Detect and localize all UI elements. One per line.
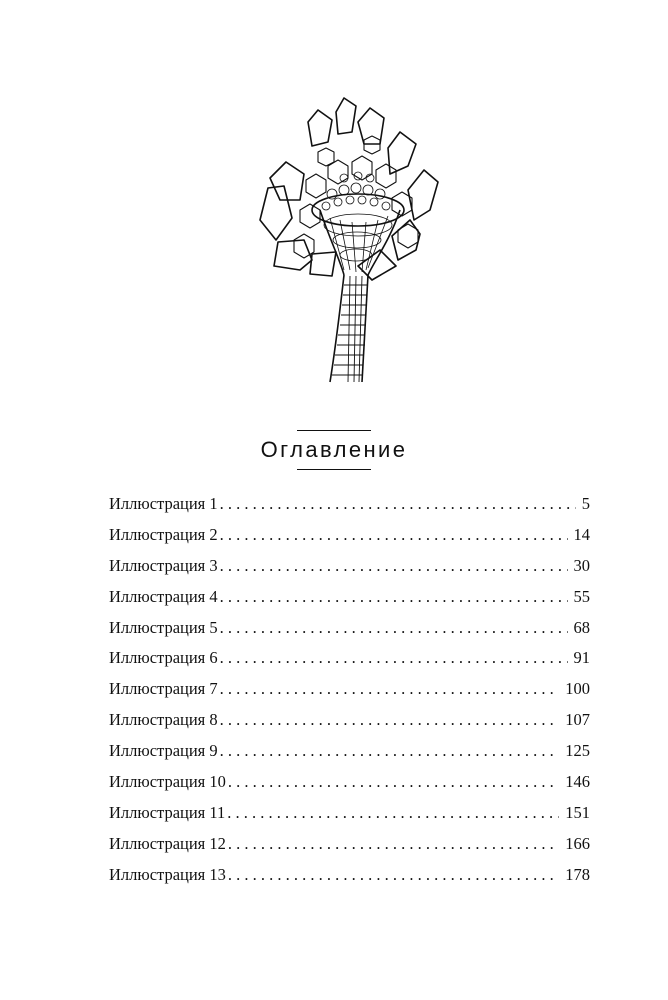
toc-leader-dots bbox=[220, 587, 568, 607]
toc-entry-page-number: 30 bbox=[573, 555, 590, 575]
toc-leader-dots bbox=[220, 618, 568, 638]
toc-leader-dots bbox=[220, 525, 568, 545]
toc-entry-label: Иллюстрация 6 bbox=[109, 648, 218, 668]
toc-entry-label: Иллюстрация 2 bbox=[109, 524, 218, 544]
toc-entry[interactable] bbox=[109, 710, 590, 741]
toc-entry[interactable] bbox=[109, 865, 590, 896]
toc-leader-dots bbox=[228, 834, 559, 854]
toc-entry-label: Иллюстрация 9 bbox=[109, 741, 218, 761]
table-of-contents bbox=[109, 494, 590, 896]
toc-entry-label: Иллюстрация 12 bbox=[109, 833, 226, 853]
toc-entry-label: Иллюстрация 13 bbox=[109, 864, 226, 884]
toc-entry-label: Иллюстрация 11 bbox=[109, 802, 226, 822]
toc-entry[interactable] bbox=[109, 679, 590, 710]
toc-leader-dots bbox=[227, 803, 559, 823]
toc-entry-page-number: 100 bbox=[565, 679, 590, 699]
toc-entry-page-number: 5 bbox=[581, 494, 590, 513]
toc-entry-page-number: 68 bbox=[573, 617, 590, 637]
page-title: Оглавление bbox=[260, 437, 408, 462]
toc-entry[interactable] bbox=[109, 587, 590, 618]
heading-rule-bottom bbox=[297, 469, 371, 470]
toc-entry[interactable] bbox=[109, 648, 590, 679]
toc-leader-dots bbox=[220, 556, 568, 576]
toc-leader-dots bbox=[220, 494, 576, 514]
toc-leader-dots bbox=[220, 679, 560, 699]
toc-entry-label: Иллюстрация 4 bbox=[109, 586, 218, 606]
toc-entry-page-number: 125 bbox=[565, 741, 590, 761]
toc-entry[interactable] bbox=[109, 556, 590, 587]
toc-leader-dots bbox=[220, 741, 560, 761]
toc-entry[interactable] bbox=[109, 772, 590, 803]
toc-entry-page-number: 91 bbox=[573, 648, 590, 668]
toc-entry-label: Иллюстрация 1 bbox=[109, 494, 218, 513]
toc-entry[interactable] bbox=[109, 834, 590, 865]
toc-entry[interactable] bbox=[109, 618, 590, 649]
toc-entry-page-number: 178 bbox=[565, 864, 590, 884]
toc-entry-label: Иллюстрация 5 bbox=[109, 617, 218, 637]
toc-entry-label: Иллюстрация 10 bbox=[109, 772, 226, 792]
toc-leader-dots bbox=[228, 865, 559, 885]
toc-leader-dots bbox=[220, 710, 560, 730]
toc-leader-dots bbox=[220, 648, 568, 668]
honeycomb-flower-icon bbox=[240, 70, 460, 390]
toc-entry[interactable] bbox=[109, 525, 590, 556]
heading-rule-top bbox=[297, 430, 371, 431]
toc-entry-label: Иллюстрация 8 bbox=[109, 710, 218, 730]
toc-entry-page-number: 14 bbox=[573, 524, 590, 544]
toc-entry[interactable] bbox=[109, 494, 590, 525]
toc-entry-page-number: 151 bbox=[565, 802, 590, 822]
toc-leader-dots bbox=[228, 772, 559, 792]
toc-entry-page-number: 55 bbox=[573, 586, 590, 606]
toc-entry-page-number: 166 bbox=[565, 833, 590, 853]
toc-entry[interactable] bbox=[109, 803, 590, 834]
toc-entry-page-number: 107 bbox=[565, 710, 590, 730]
toc-entry-page-number: 146 bbox=[565, 772, 590, 792]
toc-entry-label: Иллюстрация 7 bbox=[109, 679, 218, 699]
toc-entry-label: Иллюстрация 3 bbox=[109, 555, 218, 575]
toc-entry[interactable] bbox=[109, 741, 590, 772]
heading-block bbox=[0, 430, 668, 470]
